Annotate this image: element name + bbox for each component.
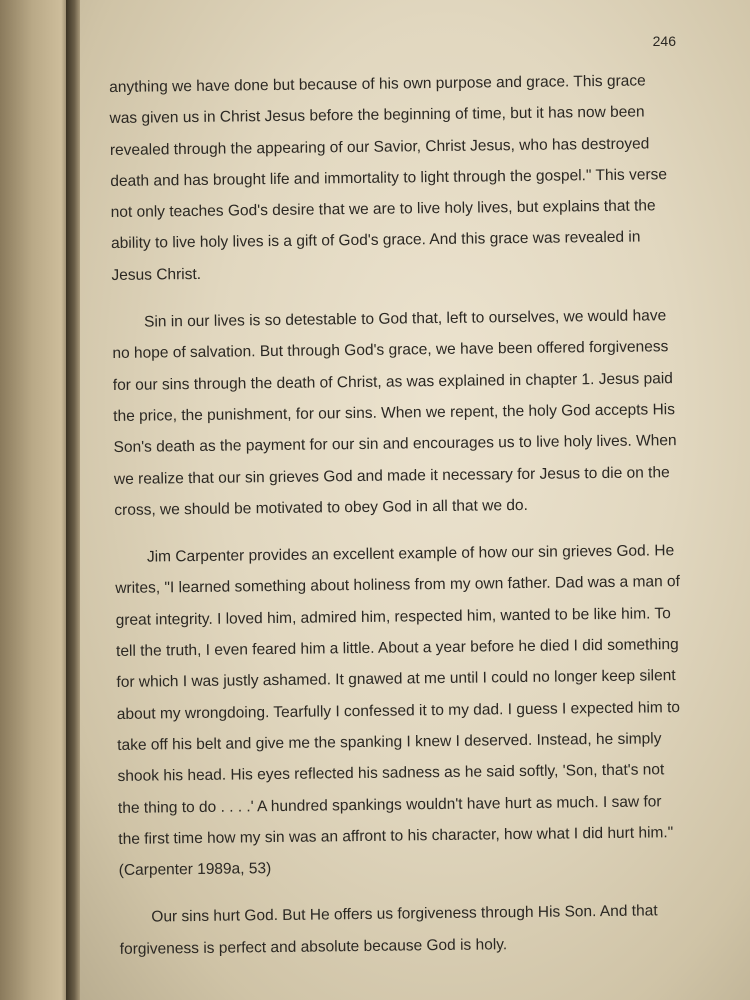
- page-number: 246: [652, 33, 676, 49]
- text-line: Jesus Christ.: [111, 265, 202, 284]
- text-line: the thing to do . . . .' A hundred spankings wouldn't have hurt as much. I saw for: [117, 792, 662, 817]
- text-line: death and has brought life and immortality to light through the gospel." This verse: [110, 166, 668, 190]
- text-line: writes, "I learned something about holiness from my own father. Dad was a man of: [115, 573, 681, 598]
- paragraph: [109, 65, 692, 291]
- text-line: the price, the punishment, for our sins. When we repent, the holy God accepts His: [113, 401, 676, 425]
- text-line: for our sins through the death of Christ, as was explained in chapter 1. Jesus paid: [112, 369, 673, 394]
- text-line: for which I was justly ashamed. It gnawed at me until I could no longer keep silent: [116, 667, 676, 692]
- text-line: about my wrongdoing. Tearfully I confessed it to my dad. I guess I expected him to: [116, 698, 681, 723]
- text-line: great integrity. I loved him, admired him, respected him, wanted to be like him. To: [115, 604, 671, 629]
- text-line: forgiveness is perfect and absolute because God is holy.: [119, 935, 508, 958]
- text-line: we realize that our sin grieves God and made it necessary for Jesus to die on the: [113, 463, 670, 488]
- text-line: shook his head. His eyes reflected his sadness as he said softly, 'Son, that's not: [117, 761, 665, 786]
- text-line: Jim Carpenter provides an excellent example of how our sin grieves God. He: [146, 542, 675, 566]
- body-text: [109, 65, 700, 965]
- book-gutter: [66, 0, 80, 1000]
- text-line: cross, we should be motivated to obey God in all that we do.: [114, 496, 529, 519]
- text-line: Son's death as the payment for our sin and encourages us to live holy lives. When: [113, 432, 677, 457]
- text-line: no hope of salvation. But through God's grace, we have been offered forgiveness: [112, 338, 669, 363]
- text-line: not only teaches God's desire that we are to live holy lives, but explains that the: [110, 197, 656, 222]
- text-line: anything we have done but because of his own purpose and grace. This grace: [109, 72, 646, 96]
- citation: (Carpenter 1989a, 53): [118, 860, 272, 880]
- facing-page-edge: [0, 0, 72, 1000]
- text-line: Sin in our lives is so detestable to God that, left to ourselves, we would have: [143, 307, 667, 331]
- text-line: was given us in Christ Jesus before the beginning of time, but it has now been: [109, 103, 645, 128]
- paragraph: [112, 300, 695, 526]
- text-line: tell the truth, I even feared him a little. About a year before he died I did something: [115, 636, 679, 661]
- text-line: the first time how my sin was an affront to his character, how what I did hurt him.": [118, 823, 674, 848]
- paragraph: [119, 895, 700, 965]
- paragraph: [115, 535, 699, 886]
- text-line: Our sins hurt God. But He offers us forgiveness through His Son. And that: [151, 902, 658, 926]
- text-line: ability to live holy lives is a gift of God's grace. And this grace was revealed in: [110, 229, 641, 253]
- text-line: revealed through the appearing of our Savior, Christ Jesus, who has destroyed: [109, 134, 650, 159]
- text-line: take off his belt and give me the spanking I knew I deserved. Instead, he simply: [117, 730, 662, 754]
